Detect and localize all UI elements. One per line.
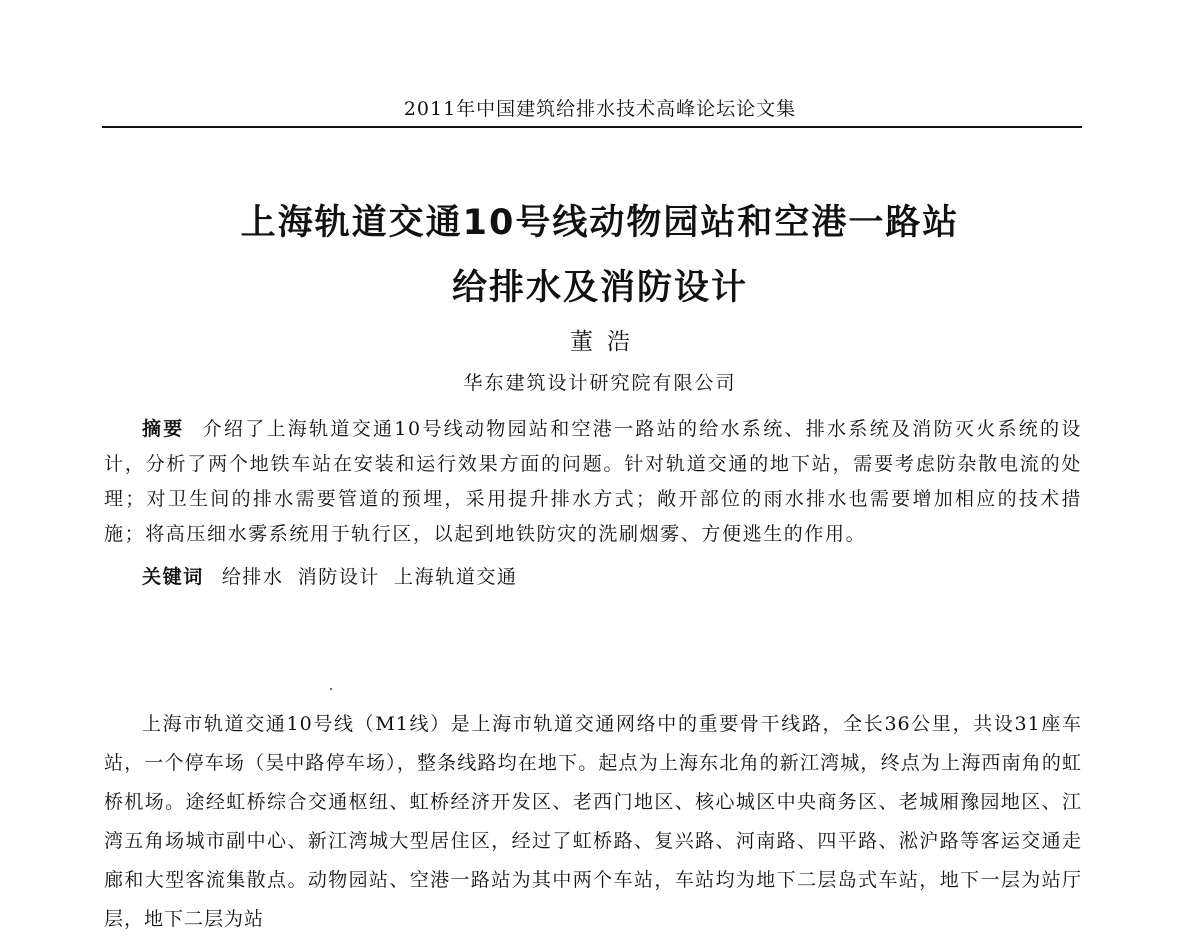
- paper-title-line-1: 上海轨道交通10号线动物园站和空港一路站: [240, 203, 960, 243]
- keywords-label: 关键词: [142, 566, 204, 588]
- paper-title-line-2: 给排水及消防设计: [451, 268, 748, 308]
- abstract-text: 介绍了上海轨道交通10号线动物园站和空港一路站的给水系统、排水系统及消防灭火系统的设计，分析了两个地铁车站在安装和运行效果方面的问题。针对轨道交通的地下站，需要考虑防杂散电流的处理；对卫生间的排水需要管道的预埋，采用提升排水方式；敞开部位的雨水排水也需要增加相应的技术措施；将高压细水雾系统用于轨行区，以起到地铁防灾的洗刷烟雾、方便逃生的作用。: [104, 418, 1082, 545]
- body-paragraph: 上海市轨道交通10号线（M1线）是上海市轨道交通网络中的重要骨干线路，全长36公里，共设31座车站，一个停车场（吴中路停车场），整条线路均在地下。起点为上海东北角的新江湾城，终点为上海西南角的虹桥机场。途经虹桥综合交通枢纽、虹桥经济开发区、老西门地区、核心城区中央商务区、老城厢豫园地区、江湾五角场城市副中心、新江湾城大型居住区，经过了虹桥路、复兴路、河南路、四平路、淞沪路等客运交通走廊和大型客流集散点。动物园站、空港一路站为其中两个车站，车站均为地下二层岛式车站，地下一层为站厅层，地下二层为站: [104, 713, 1082, 930]
- abstract-label: 摘要: [142, 418, 185, 440]
- header-rule: [102, 126, 1082, 128]
- scan-speck: [330, 688, 332, 690]
- body-text: [104, 705, 1082, 939]
- keyword-item: 给排水: [221, 566, 284, 588]
- abstract-block: [104, 412, 1082, 595]
- keyword-item: 消防设计: [297, 566, 381, 588]
- author-name: 董浩: [570, 329, 644, 355]
- abstract-paragraph: [104, 412, 1082, 552]
- keywords-line: [104, 560, 1082, 595]
- keyword-item: 上海轨道交通: [394, 566, 518, 588]
- author-affiliation: 华东建筑设计研究院有限公司: [463, 372, 737, 394]
- running-header: 2011年中国建筑给排水技术高峰论坛论文集: [403, 98, 797, 120]
